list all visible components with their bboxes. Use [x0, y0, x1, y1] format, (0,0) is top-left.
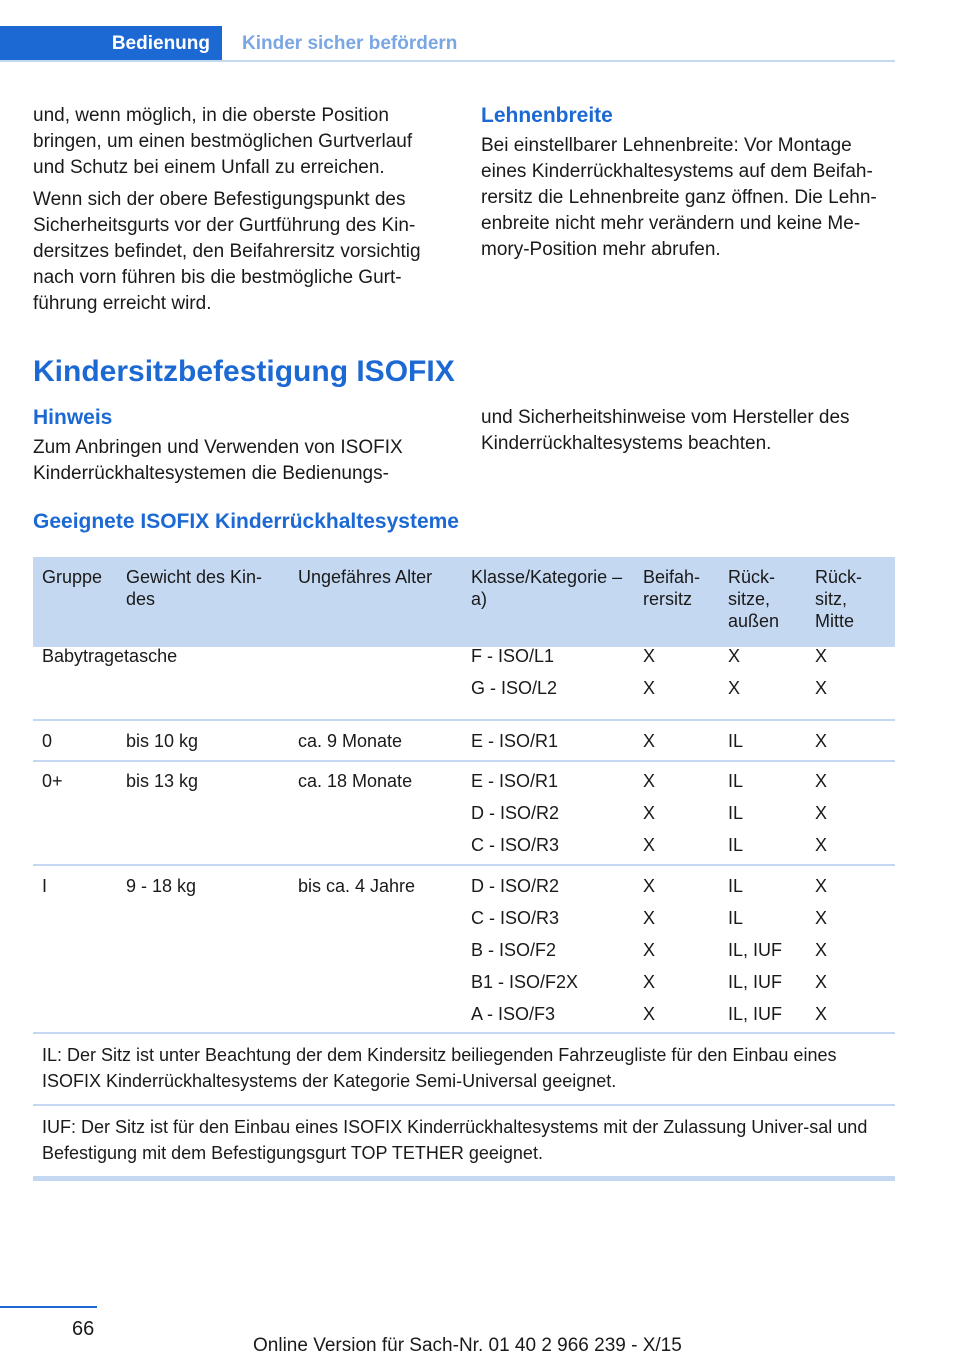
cell-mitte: X	[815, 1004, 828, 1024]
cell-mitte: X	[815, 940, 828, 960]
cell-alter: ca. 9 Monate	[298, 731, 403, 751]
table-row	[33, 866, 895, 1034]
table-row	[33, 647, 895, 721]
cell-mitte: X	[815, 678, 828, 698]
right-column-top	[481, 103, 901, 263]
cell-aussen: X	[728, 678, 741, 698]
cell-klasse: A - ISO/F3	[471, 1004, 556, 1024]
header-divider	[0, 60, 895, 62]
cell-mitte: X	[815, 972, 828, 992]
section-title: Kindersitzbefestigung ISOFIX	[33, 355, 455, 388]
cell-beifahrer: X	[643, 678, 656, 698]
cell-gruppe: 0+	[42, 771, 63, 791]
cell-aussen: X	[728, 646, 741, 666]
hinweis-right	[481, 405, 901, 457]
paragraph: und, wenn möglich, in die oberste Position bringen, um einen bestmöglichen Gurtverlauf und Schutz bei einem Unfall zu erreichen.	[33, 105, 413, 178]
cell-gruppe: 0	[42, 731, 53, 751]
cell-klasse: C - ISO/R3	[471, 908, 560, 928]
cell-beifahrer: X	[643, 876, 656, 896]
cell-klasse: B1 - ISO/F2X	[471, 972, 579, 992]
cell-gruppe: I	[42, 876, 48, 896]
subheading-hinweis: Hinweis	[33, 406, 113, 429]
cell-mitte: X	[815, 803, 828, 823]
table-row	[33, 762, 895, 866]
table-row	[33, 721, 895, 762]
cell-aussen: IL, IUF	[728, 972, 783, 992]
cell-mitte: X	[815, 731, 828, 751]
cell-klasse: E - ISO/R1	[471, 731, 559, 751]
table-note-iuf: IUF: Der Sitz ist für den Einbau eines ISOFIX Kinderrückhaltesystems mit der Zulassung Univer-sal und Befestigung mit dem Befestigungsgurt TOP TETHER geeignet.	[33, 1106, 895, 1181]
table-header	[33, 557, 895, 647]
table-title: Geeignete ISOFIX Kinderrückhaltesysteme	[33, 510, 459, 533]
cell-klasse: F - ISO/L1	[471, 646, 555, 666]
cell-aussen: IL	[728, 803, 744, 823]
paragraph: Zum Anbringen und Verwenden von ISOFIX Kinderrückhaltesystemen die Bedienungs-	[33, 437, 403, 484]
header-ruecksitz-mitte: Rück-sitz, Mitte	[815, 567, 863, 631]
cell-mitte: X	[815, 876, 828, 896]
cell-aussen: IL, IUF	[728, 1004, 783, 1024]
cell-klasse: B - ISO/F2	[471, 940, 557, 960]
cell-gewicht: bis 13 kg	[126, 771, 199, 791]
header-tabs	[0, 26, 895, 62]
header-klasse: Klasse/Kategorie – a)	[471, 567, 623, 609]
cell-klasse: E - ISO/R1	[471, 771, 559, 791]
cell-gruppe: Babytragetasche	[42, 646, 178, 666]
cell-mitte: X	[815, 835, 828, 855]
cell-aussen: IL	[728, 835, 744, 855]
paragraph: Bei einstellbarer Lehnenbreite: Vor Montage eines Kinderrückhaltesystems auf dem Beifah-rersitz die Lehnenbreite ganz öffnen. Die Lehn-enbreite nicht mehr verändern und keine Me-mory-Position mehr abrufen.	[481, 135, 877, 260]
cell-beifahrer: X	[643, 803, 656, 823]
paragraph: Wenn sich der obere Befestigungspunkt des Sicherheitsgurts vor der Gurtführung des Kin-dersitzes befindet, den Beifahrersitz vorsichtig nach vorn führen bis die bestmögliche Gurt-führung erreicht wird.	[33, 189, 421, 314]
tab-kinder-sicher-befoerdern[interactable]: Kinder sicher befördern	[242, 33, 458, 54]
footer-divider	[0, 1306, 97, 1308]
cell-aussen: IL, IUF	[728, 940, 783, 960]
cell-alter: ca. 18 Monate	[298, 771, 413, 791]
left-column-top	[33, 103, 453, 317]
cell-aussen: IL	[728, 908, 744, 928]
table-note-il: IL: Der Sitz ist unter Beachtung der dem Kindersitz beiliegenden Fahrzeugliste für den Einbau eines ISOFIX Kinderrückhaltesystems der Kategorie Semi-Universal geeignet.	[33, 1034, 895, 1106]
tab-bedienung[interactable]: Bedienung	[0, 26, 222, 62]
cell-klasse: D - ISO/R2	[471, 803, 560, 823]
header-alter: Ungefähres Alter	[298, 567, 433, 587]
cell-beifahrer: X	[643, 731, 656, 751]
cell-beifahrer: X	[643, 771, 656, 791]
cell-aussen: IL	[728, 771, 744, 791]
hinweis-left	[33, 405, 453, 487]
header-beifahrersitz: Beifah-rersitz	[643, 567, 701, 609]
header-ruecksitze-aussen: Rück-sitze, außen	[728, 567, 780, 631]
isofix-table	[33, 557, 895, 1181]
cell-gewicht: bis 10 kg	[126, 731, 199, 751]
cell-klasse: G - ISO/L2	[471, 678, 558, 698]
online-version: Online Version für Sach-Nr. 01 40 2 966 239 - X/15	[253, 1335, 682, 1356]
subheading-lehnenbreite: Lehnenbreite	[481, 104, 613, 127]
cell-beifahrer: X	[643, 1004, 656, 1024]
cell-mitte: X	[815, 771, 828, 791]
cell-aussen: IL	[728, 876, 744, 896]
cell-beifahrer: X	[643, 940, 656, 960]
paragraph: und Sicherheitshinweise vom Hersteller des Kinderrückhaltesystems beachten.	[481, 407, 850, 454]
cell-alter: bis ca. 4 Jahre	[298, 876, 416, 896]
page-number: 66	[72, 1318, 95, 1340]
cell-aussen: IL	[728, 731, 744, 751]
cell-mitte: X	[815, 908, 828, 928]
cell-gewicht: 9 - 18 kg	[126, 876, 197, 896]
cell-beifahrer: X	[643, 972, 656, 992]
cell-klasse: D - ISO/R2	[471, 876, 560, 896]
header-gruppe: Gruppe	[42, 567, 103, 587]
header-gewicht: Gewicht des Kin-des	[126, 567, 263, 609]
cell-mitte: X	[815, 646, 828, 666]
cell-beifahrer: X	[643, 835, 656, 855]
cell-klasse: C - ISO/R3	[471, 835, 560, 855]
cell-beifahrer: X	[643, 908, 656, 928]
cell-beifahrer: X	[643, 646, 656, 666]
